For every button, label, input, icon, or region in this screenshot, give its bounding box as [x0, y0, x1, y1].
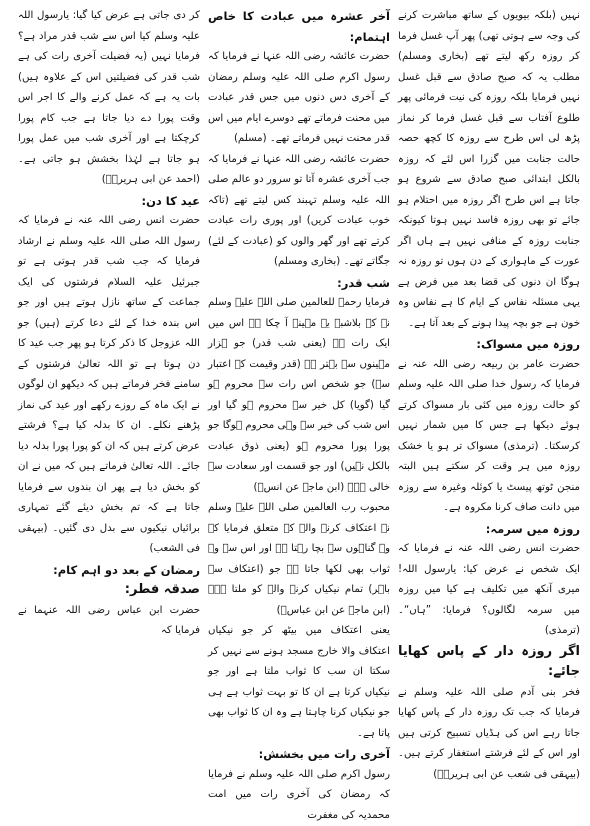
- paragraph: یعنی اعتکاف میں بیٹھ کر جو نیکیاں اعتکاف والا خارج مسجد ہونے سے نہیں کر سکتا ان سب کا ثواب ملتا ہے اور جو نیکیاں کرتا ہے ان کا تو بہت ثواب ہے ہی جو نیکیاں کرنا چاہتا ہے وہ ان کا ثواب بھی پاتا ہے۔: [208, 621, 390, 744]
- paragraph: کر دی جاتی ہے عرض کیا گیا: یارسول اللہ علیہ وسلم کیا اس سے شب قدر مراد ہے؟ فرمایا نہیں (یہ فضیلت آخری رات کی ہے شب قدر کی فضیلتیں اس کے علاوہ ہیں) بات یہ ہے کہ عمل کرنے والے کا اجر اس وقت پورا دے دیا جاتا ہے جب کام پورا کرچکتا ہے اور آخری شب میں عمل پورا ہو جاتا ہے لہٰذا بخشش ہو جاتی ہے۔ (احمد عن ابی ہریرہؓ): [18, 6, 200, 191]
- section-heading: آخری رات میں بخشش:: [208, 744, 390, 765]
- column-middle: [204, 6, 394, 741]
- section-heading: رمضان کے بعد دو اہم کام:: [18, 560, 200, 581]
- section-heading: روزہ میں سرمہ:: [398, 519, 580, 540]
- paragraph: حضرت عامر بن ربیعہ رضی اللہ عنہ نے فرمایا کہ رسول خدا صلی اللہ علیہ وسلم کو حالت روزہ میں کئی بار مسواک کرتے ہوئے دیکھا ہے جس کا میں شمار نہیں کرسکتا۔ (ترمذی) مسواک تر ہو یا خشک روزہ میں ہر وقت کر سکتے ہیں البتہ منجن ٹوتھ پیسٹ یا کوئلہ وغیرہ سے روزہ میں دانت صاف کرنا مکروہ ہے۔: [398, 355, 580, 519]
- section-heading: اگر روزہ دار کے پاس کھایا جائے:: [398, 642, 580, 683]
- paragraph: حضرت عائشہ رضی اللہ عنہا نے فرمایا کہ رسول اکرم صلی اللہ علیہ وسلم رمضان کے آخری دس دنوں میں جس قدر عبادت میں محنت فرماتے تھے دوسرے ایام میں اس قدر محنت نہیں فرماتے تھے۔ (مسلم): [208, 47, 390, 150]
- paragraph: رسول اکرم صلی اللہ علیہ وسلم نے فرمایا کہ رمضان کی آخری رات میں امت محمدیہ کی مغفرت: [208, 765, 390, 826]
- section-heading: آخر عشرہ میں عبادت کا خاص اہتمام:: [208, 6, 390, 47]
- paragraph: حضرت ابن عباس رضی اللہ عنہما نے فرمایا کہ: [18, 601, 200, 642]
- column-right: [394, 6, 584, 741]
- paragraph: فخر بنی آدم صلی اللہ علیہ وسلم نے فرمایا کہ جب تک روزہ دار کے پاس کھایا جاتا رہے اس کی ہڈیاں تسبیح کرتی ہیں اور اس کے لئے فرشتے استغفار کرتے ہیں۔ (بیہقی فی شعب عن ابی ہریرہؓ): [398, 683, 580, 786]
- paragraph: حضرت عائشہ رضی اللہ عنہا نے فرمایا کہ جب آخری عشرہ آتا تو سرور دو عالم صلی اللہ علیہ وسلم تہبند کس لیتے تھے (تاکہ خوب عبادت کریں) اور پوری رات عبادت کرتے تھے اور گھر والوں کو (عبادت کے لئے) جگاتے تھے۔ (بخاری ومسلم): [208, 150, 390, 273]
- column-left: [14, 6, 204, 741]
- section-heading: عید کا دن:: [18, 191, 200, 212]
- paragraph: حضرت انس رضی اللہ عنہ نے فرمایا کہ ایک شخص نے عرض کیا: یارسول اللہ! میری آنکھ میں تکلیف ہے کیا میں روزہ میں سرمہ لگالوں؟ فرمایا: ”ہاں“۔ (ترمذی): [398, 539, 580, 642]
- paragraph: نہیں (بلکہ بیویوں کے ساتھ مباشرت کرنے کی وجہ سے ہوتی تھی) پھر آپ غسل فرما کر روزہ رکھ لیتے تھے (بخاری ومسلم) مطلب یہ کہ صبح صادق سے قبل غسل نہیں فرمایا بلکہ روزہ کی نیت فرمائی پھر طلوع آفتاب سے قبل غسل فرما کر نماز پڑھ لی اس طرح سے روزہ کا کچھ حصہ حالت جنابت میں گزرا اس لئے کہ روزہ بالکل ابتدائی صبح صادق سے شروع ہو جاتا ہے اس طرح اگر روزہ میں احتلام ہو جائے تو بھی روزہ فاسد نہیں ہوتا کیونکہ جنابت روزہ کے منافی نہیں ہے ہاں اگر عورت کے ماہواری کے دن ہوں تو روزہ نہ ہوگا ان دنوں کی قضا بعد میں فرض ہے یہی مسئلہ نفاس کے ایام کا ہے نفاس وہ خون ہے جو بچہ پیدا ہونے کے بعد آتا ہے۔: [398, 6, 580, 334]
- section-heading: صدقہ فطر:: [18, 580, 200, 601]
- paragraph: فرمایا رحمۃ للعالمین صلی اللہ علیہ وسلم نے کہ بلاشبہ یہ مہینہ آ چکا ہے اس میں ایک رات ہے (یعنی شب قدر) جو ہزار مہینوں سے بہتر ہے (قدر وقیمت کے اعتبار سے) جو شخص اس رات سے محروم ہو گیا (گویا) کل خیر سے محروم ہو گیا اور اس شب کی خیر سے وہی محروم ہوگا جو پورا پورا محروم ہو (یعنی ذوق عبادت بالکل نہیں) اور جو قسمت اور سعادت سے خالی ہے۔ (ابن ماجہ عن انسؓ): [208, 293, 390, 498]
- section-heading: شب قدر:: [208, 273, 390, 294]
- paragraph: حضرت انس رضی اللہ عنہ نے فرمایا کہ رسول اللہ صلی اللہ علیہ وسلم نے ارشاد فرمایا کہ جب شب قدر ہوتی ہے تو جبرئیل علیہ السلام فرشتوں کی ایک جماعت کے ساتھ نازل ہوتے ہیں اور جو اس بندہ خدا کے لئے دعا کرتے (ہیں) جو اللہ عزوجل کا ذکر کرتا ہو پھر جب عید کا دن ہوتا ہے تو اللہ تعالیٰ فرشتوں کے سامنے فخر فرماتے ہیں کہ دیکھو ان لوگوں نے ایک ماہ کے روزے رکھے اور عید کی نماز پڑھنے نکلے۔ ان کا بدلہ کیا ہے؟ فرشتے عرض کرتے ہیں کہ ان کو پورا پورا بدلہ دیا جائے۔ اللہ تعالیٰ فرماتے ہیں کہ میں نے ان کو بخش دیا ہے پھر ان بندوں سے فرمایا جاتا ہے کہ تم بخش دیئے گئے تمہاری برائیاں نیکیوں سے بدل دی گئیں۔ (بیہقی فی الشعب): [18, 211, 200, 560]
- paragraph: محبوب رب العالمین صلی اللہ علیہ وسلم نے اعتکاف کرنے والے کے متعلق فرمایا کہ وہ گناہوں سے بچا رہتا ہے اور اس سے وہ ثواب بھی لکھا جاتا ہے جو (اعتکاف سے باہر) تمام نیکیاں کرنے والے کو ملتا ہے۔ (ابن ماجہ عن ابن عباسؓ): [208, 498, 390, 621]
- section-heading: روزہ میں مسواک:: [398, 334, 580, 355]
